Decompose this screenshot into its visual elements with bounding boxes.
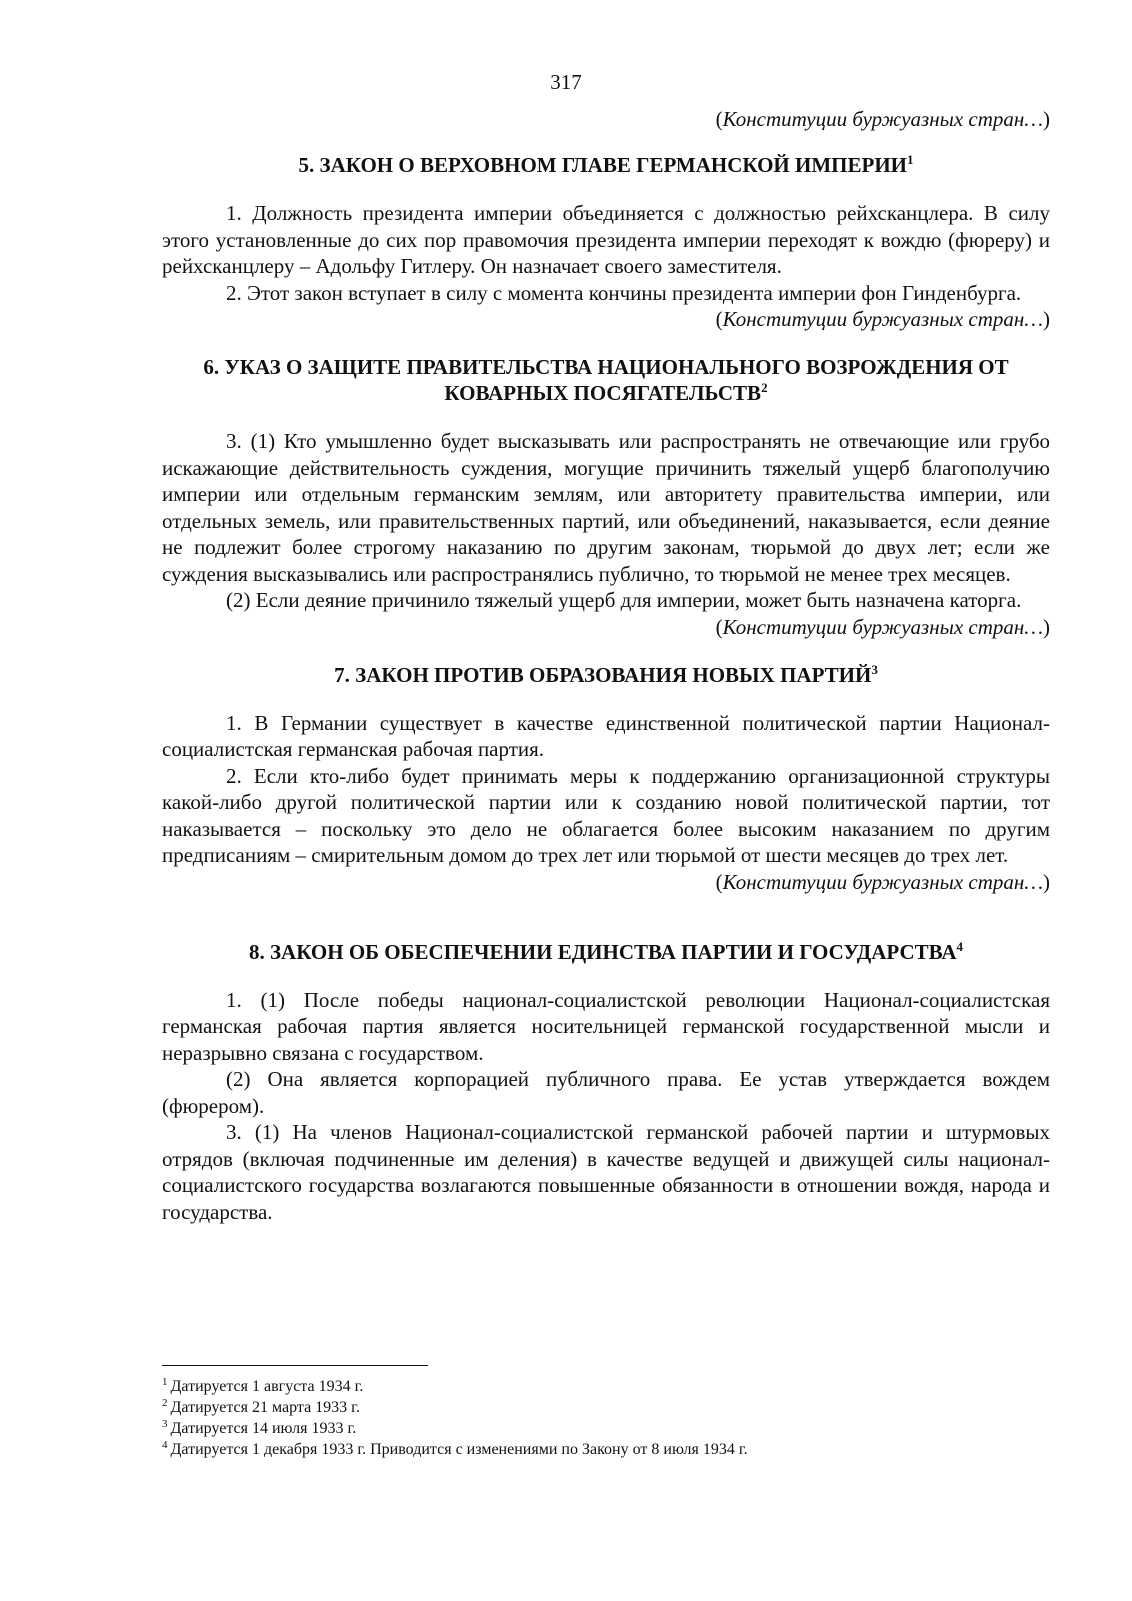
footnote: $^4$ Датируется 1 декабря 1933 г. Приводится с изменениями по Закону от 8 июля 1934 г. (162, 1438, 748, 1458)
footnote: $^3$ Датируется 14 июля 1933 г. (162, 1417, 357, 1437)
paragraph: 3. (1) На членов Национал-социалистской германской рабочей партии и штурмовых отрядов (включая подчиненные им деления) в качестве ведущей и движущей силы национал-социалистского государства возлагаются повышенные обязанности в отношении вождя, народа и государства. (162, 1120, 1050, 1224)
section-8 (162, 939, 1050, 1226)
section-7 (162, 662, 1050, 895)
footnote-divider (162, 1365, 428, 1366)
header-source: (Конституции буржуазных стран…) (715, 107, 1050, 131)
paragraph: (2) Если деяние причинило тяжелый ущерб для империи, может быть назначена каторга. (226, 588, 1022, 612)
source-citation: (Конституции буржуазных стран…) (715, 869, 1050, 894)
section-6 (162, 354, 1050, 640)
footnotes (162, 1376, 1050, 1460)
paragraph: 1. Должность президента империи объединяется с должностью рейхсканцлера. В силу этого установленные до сих пор правомочия президента империи переходят к вождю (фюреру) и рейхсканцлеру – Адольфу Гитлеру. Он назначает своего заместителя. (162, 201, 1050, 278)
paragraph: 1. (1) После победы национал-социалистской революции Национал-социалистская германская рабочая партия является носительницей германской государственной мысли и неразрывно связана с государством. (162, 987, 1050, 1065)
section-title: 8. ЗАКОН ОБ ОБЕСПЕЧЕНИИ ЕДИНСТВА ПАРТИИ И ГОСУДАРСТВА$^4$ (248, 938, 964, 964)
section-5 (162, 152, 1050, 332)
footnote-ref: 3 (871, 661, 878, 677)
paragraph: (2) Она является корпорацией публичного права. Ее устав утверждается вождем (фюрером). (162, 1067, 1050, 1118)
footnote-ref: 2 (761, 380, 768, 395)
footnote: $^1$ Датируется 1 августа 1934 г. (162, 1375, 364, 1395)
section-title: 5. ЗАКОН О ВЕРХОВНОМ ГЛАВЕ ГЕРМАНСКОЙ ИМПЕРИИ$^1$ (298, 152, 914, 177)
section-title: 6. УКАЗ О ЗАЩИТЕ ПРАВИТЕЛЬСТВА НАЦИОНАЛЬНОГО ВОЗРОЖДЕНИЯ ОТ КОВАРНЫХ ПОСЯГАТЕЛЬСТВ$^2$ (203, 355, 1009, 405)
footnote-ref: 1 (907, 152, 914, 167)
paragraph: 2. Этот закон вступает в силу с момента кончины президента империи фон Гинденбурга. (226, 280, 1022, 305)
paragraph: 2. Если кто-либо будет принимать меры к поддержанию организационной структуры какой-либо другой политической партии или к созданию новой политической партии, тот наказывается – поскольку это дело не облагается более высоким наказанием по другим предписаниям – смирительным домом до трех лет или тюрьмой от шести месяцев до трех лет. (162, 763, 1050, 867)
page-number: 317 (550, 70, 582, 94)
footnote-ref: 4 (956, 938, 964, 954)
paragraph: 3. (1) Кто умышленно будет высказывать или распространять не отвечающие или грубо искажающие действительность суждения, могущие причинить тяжелый ущерб благополучию империи или отдельным германским землям, или авторитету правительства империи, или отдельных земель, или правительственных партий, или объединений, наказывается, если деяние не подлежит более строгому наказанию по другим законам, тюрьмой до двух лет; если же суждения высказывались или распространялись публично, то тюрьмой не менее трех месяцев. (162, 429, 1050, 586)
page-content (162, 106, 1050, 1225)
section-title: 7. ЗАКОН ПРОТИВ ОБРАЗОВАНИЯ НОВЫХ ПАРТИЙ$^3$ (334, 661, 878, 687)
paragraph: 1. В Германии существует в качестве единственной политической партии Национал-социалистская германская рабочая партия. (162, 710, 1050, 761)
footnote: $^2$ Датируется 21 марта 1933 г. (162, 1396, 360, 1416)
source-citation: (Конституции буржуазных стран…) (715, 614, 1050, 639)
source-citation: (Конституции буржуазных стран…) (715, 307, 1050, 331)
